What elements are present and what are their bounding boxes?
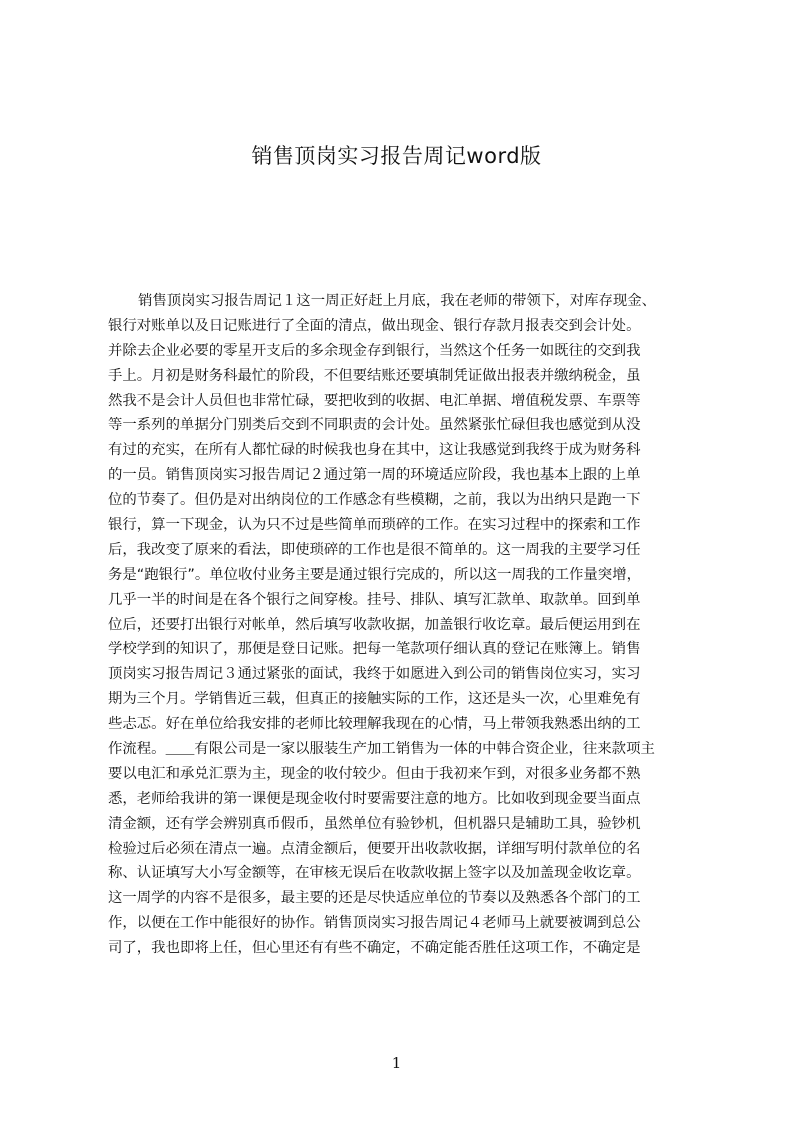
text-line: 的一员。销售顶岗实习报告周记２通过第一周的环境适应阶段，我也基本上跟的上单 [108,467,641,484]
text-line: 作流程。＿＿有限公司是一家以服装生产加工销售为一体的中韩合资企业，往来款项主 [108,741,655,758]
text-line: 销售顶岗实习报告周记１这一周正好赶上月底，我在老师的带领下，对库存现金、 [138,293,657,309]
text-line: 位的节奏了。但仍是对出纳岗位的工作感念有些模糊，之前，我以为出纳只是跑一下 [108,492,641,509]
text-line: 并除去企业必要的零星开支后的多余现金存到银行，当然这个任务一如既往的交到我 [108,342,641,359]
text-line: 顶岗实习报告周记３通过紧张的面试，我终于如愿进入到公司的销售岗位实习，实习 [108,666,641,683]
text-line: 银行，算一下现金，认为只不过是些简单而琐碎的工作。在实习过程中的探索和工作 [108,517,641,534]
text-line: 这一周学的内容不是很多，最主要的还是尽快适应单位的节奏以及熟悉各个部门的工 [108,890,641,907]
text-line: 清金额，还有学会辨别真币假币，虽然单位有验钞机，但机器只是辅助工具，验钞机 [108,815,641,832]
text-line: 等一系列的单据分门别类后交到不同职责的会计处。虽然紧张忙碌但我也感觉到从没 [108,417,641,434]
page-number: 1 [391,1054,402,1072]
text-line: 要以电汇和承兑汇票为主，现金的收付较少。但由于我初来乍到，对很多业务都不熟 [108,765,641,782]
text-line: 银行对账单以及日记账进行了全面的清点，做出现金、银行存款月报表交到会计处。 [108,317,641,334]
text-line: 位后，还要打出银行对帐单，然后填写收款收据，加盖银行收讫章。最后便运用到在 [108,616,641,633]
text-line: 然我不是会计人员但也非常忙碌，要把收到的收据、电汇单据、增值税发票、车票等 [108,392,641,409]
text-line: 作，以便在工作中能很好的协作。销售顶岗实习报告周记４老师马上就要被调到总公 [108,915,641,932]
document-title: 销售顶岗实习报告周记word版 [251,144,542,168]
body-text [108,289,688,961]
text-line: 司了，我也即将上任，但心里还有有些不确定，不确定能否胜任这项工作，不确定是 [108,940,641,957]
text-line: 几乎一半的时间是在各个银行之间穿梭。挂号、排队、填写汇款单、取款单。回到单 [108,591,641,608]
text-line: 有过的充实，在所有人都忙碌的时候我也身在其中，这让我感觉到我终于成为财务科 [108,442,641,459]
text-line: 手上。月初是财务科最忙的阶段，不但要结账还要填制凭证做出报表并缴纳税金，虽 [108,367,641,384]
text-line: 务是“跑银行”。单位收付业务主要是通过银行完成的，所以这一周我的工作量突增， [108,566,641,583]
text-line: 悉，老师给我讲的第一课便是现金收付时要需要注意的地方。比如收到现金要当面点 [108,790,641,807]
text-line: 检验过后必须在清点一遍。点清金额后，便要开出收款收据，详细写明付款单位的名 [108,840,641,857]
text-line: 称、认证填写大小写金额等，在审核无误后在收款收据上签字以及加盖现金收讫章。 [108,865,641,882]
text-line: 期为三个月。学销售近三载，但真正的接触实际的工作，这还是头一次，心里难免有 [108,691,641,708]
text-line: 些忐忑。好在单位给我安排的老师比较理解我现在的心情，马上带领我熟悉出纳的工 [108,716,641,733]
text-line: 后，我改变了原来的看法，即使琐碎的工作也是很不简单的。这一周我的主要学习任 [108,541,641,558]
text-line: 学校学到的知识了，那便是登日记账。把每一笔款项仔细认真的登记在账簿上。销售 [108,641,641,658]
